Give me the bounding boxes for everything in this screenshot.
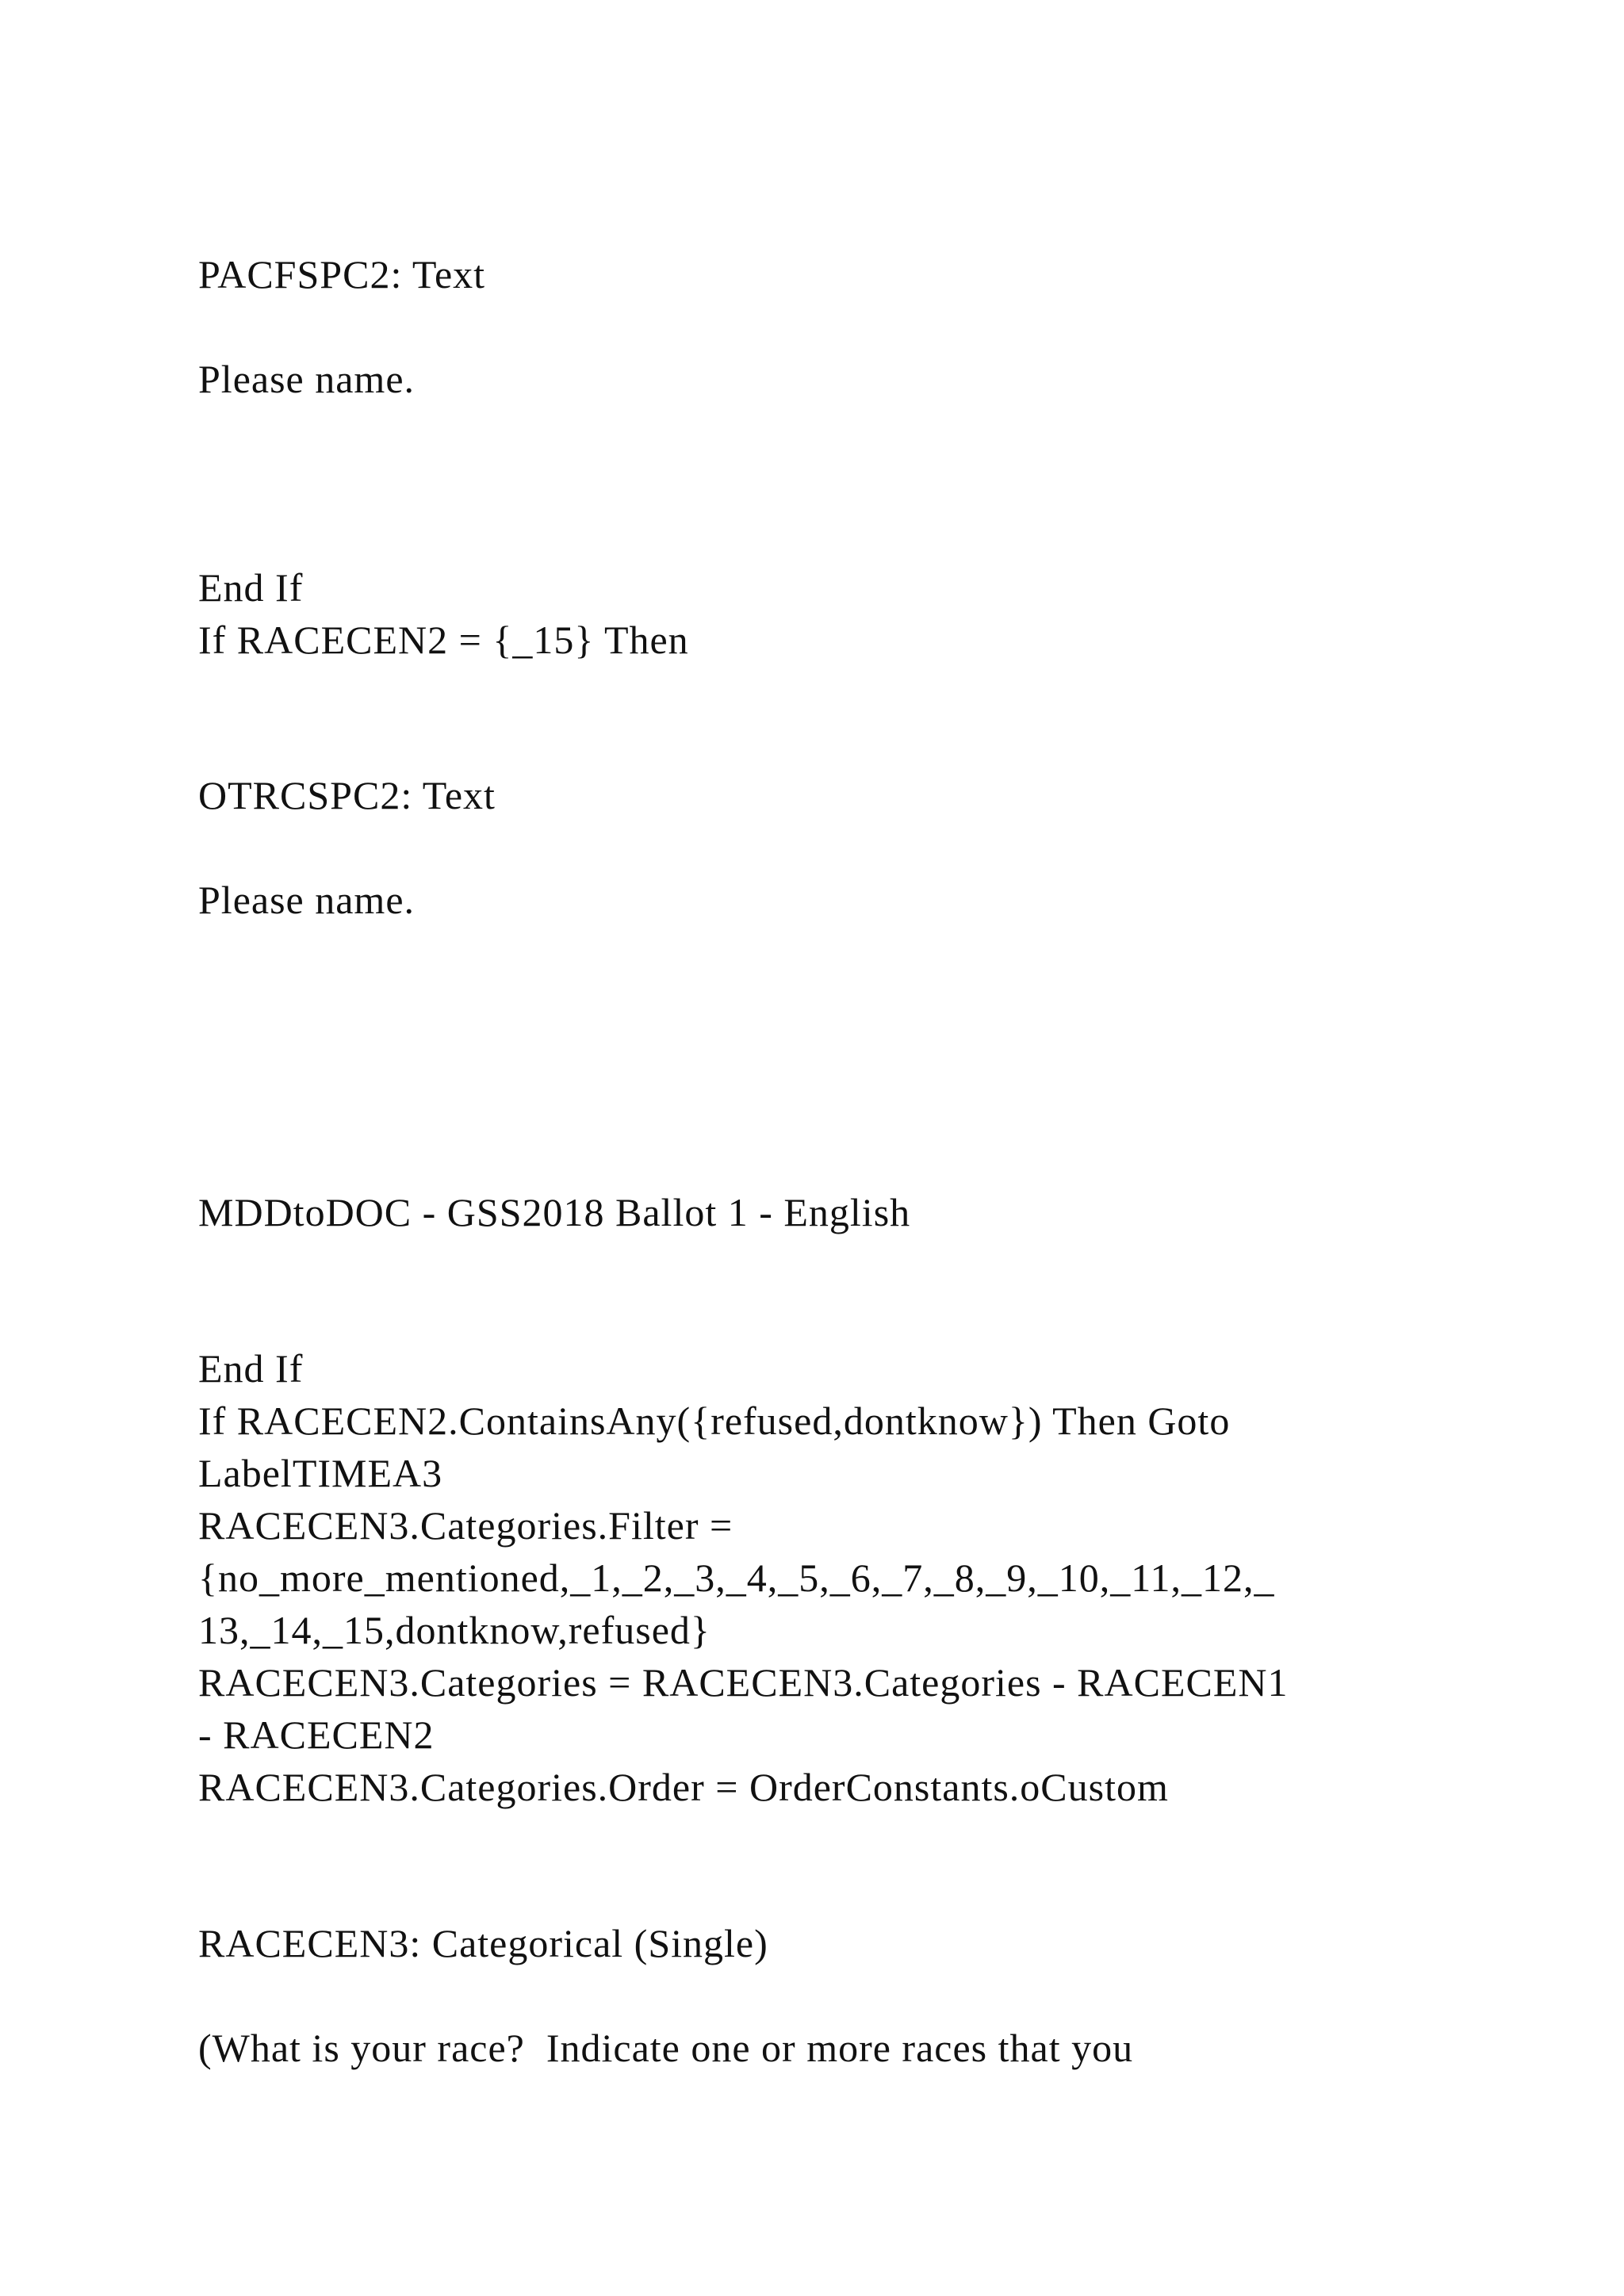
code-line: {no_more_mentioned,_1,_2,_3,_4,_5,_6,_7,_8,_9,_10,_11,_12,_ [198,1556,1275,1600]
question-id-racecen3: RACECEN3: Categorical (Single) [198,1921,768,1965]
code-line: - RACECEN2 [198,1712,435,1757]
code-line: End If [198,1346,304,1391]
code-line: 13,_14,_15,dontknow,refused} [198,1608,710,1652]
code-line: RACECEN3.Categories = RACECEN3.Categories - RACECEN1 [198,1660,1289,1705]
code-line: End If [198,565,304,610]
question-text: Please name. [198,357,416,401]
page-footer: MDDtoDOC - GSS2018 Ballot 1 - English [198,1190,911,1234]
code-line: RACECEN3.Categories.Filter = [198,1503,733,1548]
question-text: (What is your race? Indicate one or more races that you [198,2026,1134,2070]
question-id-pacfspc2: PACFSPC2: Text [198,252,486,297]
code-line: If RACECEN2 = {_15} Then [198,618,689,662]
code-line: LabelTIMEA3 [198,1451,443,1495]
code-line: RACECEN3.Categories.Order = OrderConstants.oCustom [198,1765,1169,1809]
question-text: Please name. [198,878,416,922]
question-id-otrcspc2: OTRCSPC2: Text [198,773,496,817]
code-line: If RACECEN2.ContainsAny({refused,dontknow}) Then Goto [198,1399,1231,1443]
